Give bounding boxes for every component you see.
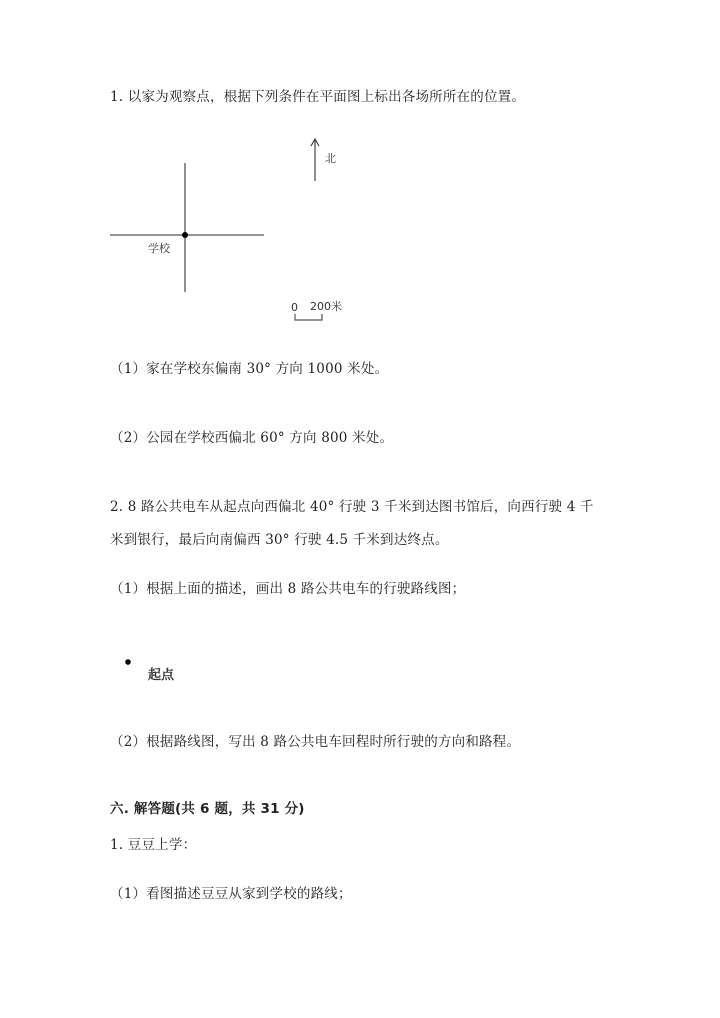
school-label: 学校 [148,242,170,255]
q1-item-1: （1）家在学校东偏南 30° 方向 1000 米处。 [110,361,389,377]
scale-bar [295,314,322,320]
q1-item-2: （2）公园在学校西偏北 60° 方向 800 米处。 [110,430,394,446]
q1-title: 1. 以家为观察点，根据下列条件在平面图上标出各场所所在的位置。 [110,89,526,105]
section6-q1-title: 1. 豆豆上学： [110,837,197,853]
q2-item-2: （2）根据路线图，写出 8 路公共电车回程时所行驶的方向和路程。 [110,734,521,750]
section6-heading: 六. 解答题(共 6 题，共 31 分) [110,801,305,817]
scale-zero: 0 [291,301,298,314]
section6-q1-item-1: （1）看图描述豆豆从家到学校的路线； [110,886,352,902]
q2-title-line2: 米到银行，最后向南偏西 30° 行驶 4.5 千米到达终点。 [110,532,449,548]
school-point [182,232,188,238]
start-label: 起点 [148,668,175,683]
q2-item-1: （1）根据上面的描述，画出 8 路公共电车的行驶路线图； [110,581,466,597]
north-label: 北 [325,152,336,165]
map-figure [0,0,720,330]
start-point [125,659,131,665]
scale-value: 200米 [310,300,342,313]
q2-title-line1: 2. 8 路公共电车从起点向西偏北 40° 行驶 3 千米到达图书馆后，向西行驶 4 千 [110,499,594,515]
